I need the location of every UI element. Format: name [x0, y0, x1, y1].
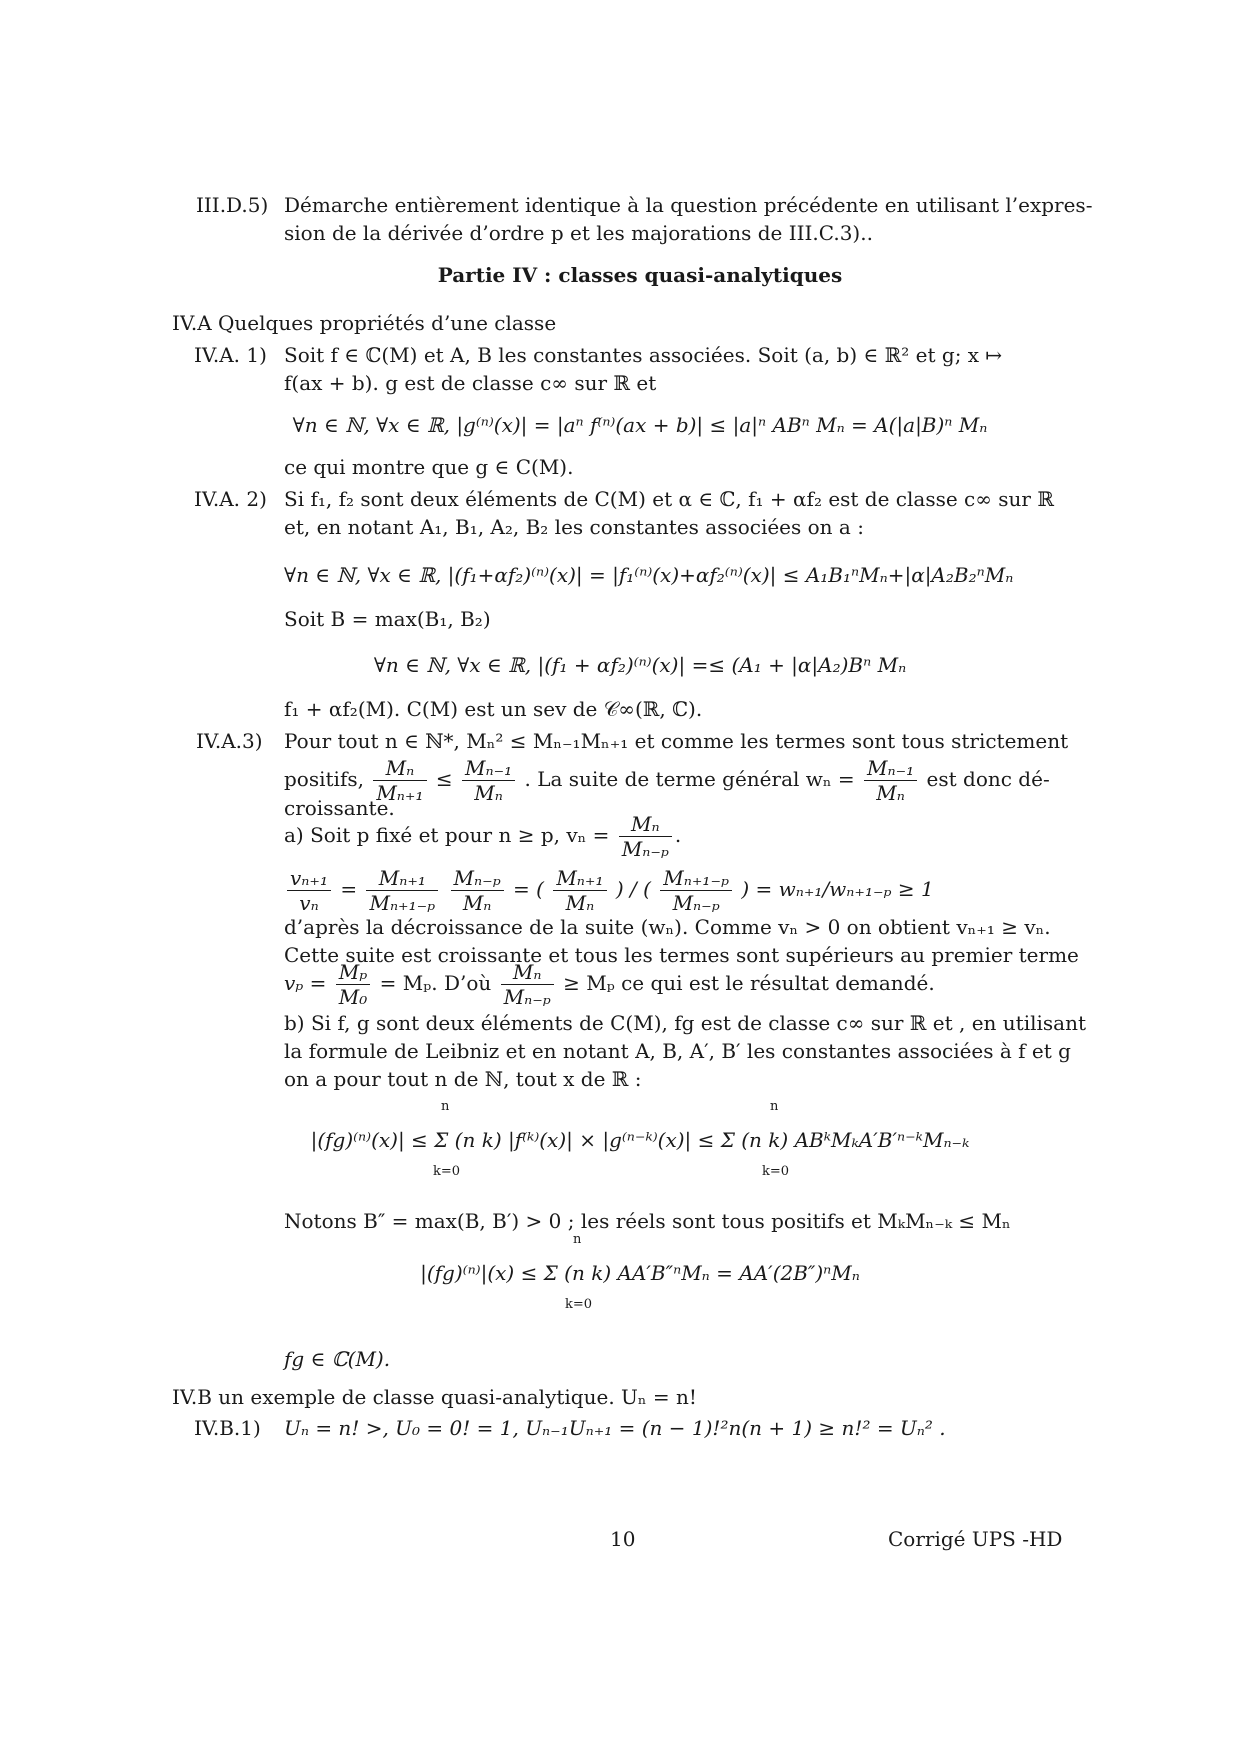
paragraph-line: on a pour tout n de ℕ, tout x de ℝ :: [284, 1067, 642, 1091]
ratio-formula: $\frac{\text{vₙ₊₁}}{\text{vₙ}}$ = $\frac{\text{Mₙ₊₁}}{\text{Mₙ₊₁₋ₚ}}$ $\frac{\text{Mₙ₋ₚ}}{\text{Mₙ}}$ = ( $\frac{\text{Mₙ₊₁}}{\text{Mₙ}}$ ) / ( $\frac{\text{Mₙ₊₁₋ₚ}}{\text{Mₙ₋ₚ}}$ ) = wₙ₊₁/wₙ₊₁₋ₚ ≥ 1: [284, 866, 934, 915]
text-fragment: = wₙ₊₁/wₙ₊₁₋ₚ ≥ 1: [755, 877, 934, 901]
fraction: [336, 960, 371, 1009]
sum-lower-limit: k=0: [433, 1164, 461, 1179]
paragraph-line: b) Si f, g sont deux éléments de C(M), fg est de classe c∞ sur ℝ et , en utilisant: [284, 1011, 1087, 1035]
numerator: Mₙ₊₁: [366, 866, 438, 891]
paragraph-line: Soit f ∈ ℂ(M) et A, B les constantes associées. Soit (a, b) ∈ ℝ² et g; x ↦: [284, 343, 1003, 367]
denominator: Mₙ₋ₚ: [672, 891, 720, 915]
numerator: Mₙ: [619, 812, 672, 837]
numerator: Mₙ: [373, 756, 426, 781]
fraction: [462, 756, 515, 805]
fraction: [501, 960, 554, 1009]
paragraph-line: d’après la décroissance de la suite (wₙ). Comme vₙ > 0 on obtient vₙ₊₁ ≥ vₙ.: [284, 915, 1051, 939]
denominator: Mₙ₋ₚ: [621, 837, 669, 861]
paragraph-line: fg ∈ ℂ(M).: [284, 1347, 391, 1371]
numerator: vₙ₊₁: [287, 866, 331, 891]
part-title: Partie IV : classes quasi-analytiques: [437, 263, 843, 287]
numerator: Mₙ₋₁: [864, 756, 917, 781]
paragraph-line: sion de la dérivée d’ordre p et les majorations de III.C.3)..: [284, 221, 873, 245]
fraction: [287, 866, 331, 915]
paragraph-line: ce qui montre que g ∈ C(M).: [284, 455, 574, 479]
sum-lower-limit: k=0: [565, 1297, 593, 1312]
sum-upper-limit: n: [441, 1099, 450, 1114]
page-number: 10: [610, 1527, 636, 1551]
section-heading: IV.B un exemple de classe quasi-analytique. Uₙ = n!: [172, 1385, 697, 1409]
denominator: Mₙ₊₁: [376, 781, 424, 805]
denominator: Mₙ: [474, 781, 503, 805]
denominator: vₙ: [299, 891, 319, 915]
display-formula: ∀n ∈ ℕ, ∀x ∈ ℝ, |(f₁+αf₂)⁽ⁿ⁾(x)| = |f₁⁽ⁿ⁾(x)+αf₂⁽ⁿ⁾(x)| ≤ A₁B₁ⁿMₙ+|α|A₂B₂ⁿMₙ: [284, 563, 1014, 587]
display-formula: |(fg)⁽ⁿ⁾|(x) ≤ Σ (n k) AA′B″ⁿMₙ = AA′(2B″)ⁿMₙ: [420, 1261, 860, 1285]
paragraph-line: f₁ + αf₂(M). C(M) est un sev de 𝒞∞(ℝ, ℂ).: [284, 697, 703, 721]
leibniz-formula: |(fg)⁽ⁿ⁾(x)| ≤ Σ (n k) |f⁽ᵏ⁾(x)| × |g⁽ⁿ⁻ᵏ⁾(x)| ≤ Σ (n k) ABᵏMₖA′B′ⁿ⁻ᵏMₙ₋ₖ: [310, 1128, 970, 1152]
paragraph-line: Pour tout n ∈ ℕ*, Mₙ² ≤ Mₙ₋₁Mₙ₊₁ et comme les termes sont tous strictement: [284, 729, 1069, 753]
fraction: [864, 756, 917, 805]
text-fragment: = Mₚ. D’où: [379, 971, 492, 995]
paragraph-line: Uₙ = n! >, U₀ = 0! = 1, Uₙ₋₁Uₙ₊₁ = (n − 1)!²n(n + 1) ≥ n!² = Uₙ² .: [284, 1416, 946, 1440]
fraction: [619, 812, 672, 861]
paragraph-line: f(ax + b). g est de classe c∞ sur ℝ et: [284, 371, 657, 395]
fraction: [451, 866, 504, 915]
denominator: Mₙ₋ₚ: [503, 985, 551, 1009]
question-label: IV.A. 1): [194, 343, 267, 367]
sum-upper-limit: n: [573, 1232, 582, 1247]
paragraph-line: Soit B = max(B₁, B₂): [284, 607, 491, 631]
paragraph-line-with-fractions: [284, 960, 935, 1009]
section-heading: IV.A Quelques propriétés d’une classe: [172, 311, 557, 335]
denominator: M₀: [338, 985, 368, 1009]
numerator: Mₚ: [336, 960, 371, 985]
text-fragment: est donc dé-: [926, 767, 1050, 791]
sum-lower-limit: k=0: [762, 1164, 790, 1179]
paragraph-line: Notons B″ = max(B, B′) > 0 ; les réels sont tous positifs et MₖMₙ₋ₖ ≤ Mₙ: [284, 1209, 1011, 1233]
paragraph-line: Cette suite est croissante et tous les termes sont supérieurs au premier terme: [284, 943, 1079, 967]
numerator: Mₙ₊₁: [553, 866, 606, 891]
text-fragment: vₚ =: [284, 971, 327, 995]
paragraph-line-with-fractions: a) Soit p fixé et pour n ≥ p, vₙ = $\frac{\text{Mₙ}}{\text{Mₙ₋ₚ}}$ .: [284, 812, 682, 861]
text-fragment: a) Soit p fixé et pour n ≥ p, vₙ =: [284, 823, 610, 847]
fraction: [553, 866, 606, 915]
paragraph-line: et, en notant A₁, B₁, A₂, B₂ les constantes associées on a :: [284, 515, 864, 539]
text-fragment: ≤: [435, 767, 453, 791]
display-formula: ∀n ∈ ℕ, ∀x ∈ ℝ, |g⁽ⁿ⁾(x)| = |aⁿ f⁽ⁿ⁾(ax + b)| ≤ |a|ⁿ ABⁿ Mₙ = A(|a|B)ⁿ Mₙ: [292, 413, 988, 437]
text-fragment: positifs,: [284, 767, 364, 791]
numerator: Mₙ: [501, 960, 554, 985]
numerator: Mₙ₋₁: [462, 756, 515, 781]
fraction: [366, 866, 438, 915]
paragraph-line: Démarche entièrement identique à la question précédente en utilisant l’expres-: [284, 193, 1093, 217]
question-label: IV.A.3): [196, 729, 263, 753]
denominator: Mₙ: [565, 891, 595, 915]
display-formula: ∀n ∈ ℕ, ∀x ∈ ℝ, |(f₁ + αf₂)⁽ⁿ⁾(x)| =≤ (A₁ + |α|A₂)Bⁿ Mₙ: [373, 653, 907, 677]
denominator: Mₙ₊₁₋ₚ: [369, 891, 436, 915]
footer-credit: Corrigé UPS -HD: [888, 1527, 1063, 1551]
fraction: [660, 866, 732, 915]
question-label: IV.B.1): [194, 1416, 261, 1440]
question-label: IV.A. 2): [194, 487, 267, 511]
paragraph-line: la formule de Leibniz et en notant A, B, A′, B′ les constantes associées à f et g: [284, 1039, 1071, 1063]
paragraph-line-with-fractions: [284, 756, 1050, 805]
text-fragment: . La suite de terme général wₙ =: [524, 767, 855, 791]
text-fragment: ≥ Mₚ ce qui est le résultat demandé.: [563, 971, 935, 995]
question-label: III.D.5): [196, 193, 269, 217]
denominator: Mₙ: [462, 891, 492, 915]
numerator: Mₙ₊₁₋ₚ: [660, 866, 732, 891]
paragraph-line: croissante.: [284, 796, 395, 820]
numerator: Mₙ₋ₚ: [451, 866, 504, 891]
denominator: Mₙ: [876, 781, 905, 805]
paragraph-line: Si f₁, f₂ sont deux éléments de C(M) et α ∈ ℂ, f₁ + αf₂ est de classe c∞ sur ℝ: [284, 487, 1054, 511]
sum-upper-limit: n: [770, 1099, 779, 1114]
